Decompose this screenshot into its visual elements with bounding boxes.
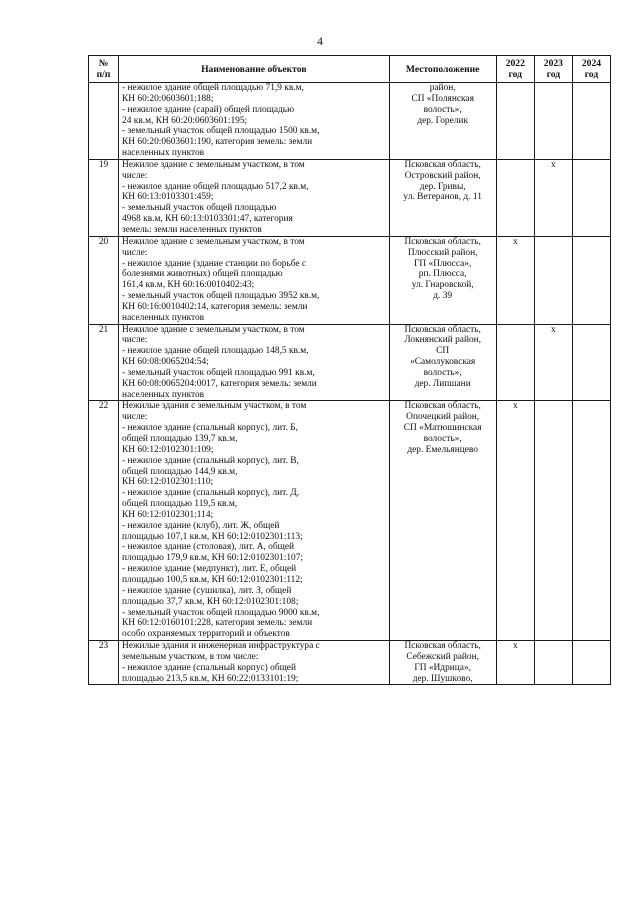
location-line: Псковская область, [404, 401, 481, 412]
description-line: - земельный участок общей площадью 9000 кв.м, [122, 607, 320, 618]
header-year-2022 [496, 56, 534, 83]
year-mark [572, 641, 610, 685]
year-mark: х [534, 159, 572, 236]
description-line: - нежилое здание общей площадью 517,2 кв.м, [122, 181, 309, 192]
location-line: волость», [423, 104, 462, 115]
description-line: Нежилое здание с земельным участком, в том [122, 324, 305, 335]
description-line: Нежилое здание с земельным участком, в том [122, 236, 305, 247]
location-line: СП [436, 346, 450, 357]
location-line: Плюсский район, [407, 247, 478, 258]
table-header-row [89, 56, 611, 83]
header-year-2024 [572, 56, 610, 83]
row-number: 19 [89, 159, 119, 236]
header-year-unit: год [508, 69, 523, 80]
year-mark: х [534, 324, 572, 401]
description-line: КН 60:08:0065204:0017, категория земель: земли [122, 378, 317, 389]
year-mark [496, 83, 534, 160]
year-mark [496, 159, 534, 236]
objects-table [88, 55, 611, 685]
description-line: 24 кв.м, КН 60:20:0603601:195; [122, 115, 248, 126]
row-number: 21 [89, 324, 119, 401]
description-line: - нежилое здание (сушилка), лит. З, общей [122, 585, 292, 596]
description-line: - нежилое здание (клуб), лит. Ж, общей [122, 520, 280, 531]
location-line: Псковская область, [404, 236, 481, 247]
location-line: СП «Полянская [411, 93, 474, 104]
page-number: 4 [317, 34, 323, 48]
year-mark [534, 236, 572, 324]
description-line: числе: [122, 335, 148, 346]
table-row [89, 159, 611, 236]
description-line: КН 60:12:0102301:110; [122, 477, 214, 488]
header-number-line: № [98, 58, 109, 69]
object-description [119, 236, 390, 324]
location-line: дер. Емельянцево [407, 444, 478, 455]
header-year-value: 2024 [581, 58, 602, 69]
description-line: КН 60:12:0160101:228, категория земель: земли [122, 618, 313, 629]
description-line: числе: [122, 247, 148, 258]
description-line: Нежилое здание с земельным участком, в том [122, 159, 305, 170]
description-line: площадью 213,5 кв.м, КН 60:22:0133101:19; [122, 673, 299, 684]
description-line: - нежилое здание (спальный корпус), лит. В, [122, 455, 299, 466]
year-mark [496, 324, 534, 401]
description-line: населенных пунктов [122, 148, 205, 159]
description-line: КН 60:12:0102301:114; [122, 509, 214, 520]
description-line: числе: [122, 412, 148, 423]
header-year-unit: год [546, 69, 561, 80]
row-number [89, 83, 119, 160]
location-line: дер. Липшани [414, 378, 471, 389]
header-location: Местоположение [389, 56, 496, 83]
table-row [89, 236, 611, 324]
header-number [89, 56, 119, 83]
header-year-value: 2023 [543, 58, 563, 69]
location-line: дер. Шушково, [412, 673, 473, 684]
year-mark [572, 324, 610, 401]
description-line: - нежилое здание (спальный корпус), лит. Д, [122, 488, 299, 499]
object-location [389, 83, 496, 160]
object-location [389, 324, 496, 401]
description-line: земель: земли населенных пунктов [122, 224, 262, 235]
location-line: Псковская область, [404, 159, 481, 170]
year-mark [572, 159, 610, 236]
location-line: район, [429, 83, 456, 93]
location-line: ул. Ветеранов, д. 11 [403, 192, 482, 203]
description-line: Нежилые здания с земельным участком, в том [122, 401, 307, 412]
description-line: - нежилое здание (медпункт), лит. Е, общей [122, 564, 297, 575]
description-line: КН 60:12:0102301:109; [122, 444, 214, 455]
description-line: общей площадью 119,5 кв.м, [122, 499, 238, 510]
description-line: населенных пунктов [122, 312, 205, 323]
description-line: особо охраняемых территорий и объектов [122, 629, 290, 640]
year-mark: х [496, 236, 534, 324]
object-location [389, 641, 496, 685]
object-description [119, 83, 390, 160]
year-mark [534, 83, 572, 160]
description-line: - земельный участок общей площадью 3952 кв.м, [122, 291, 320, 302]
object-location [389, 159, 496, 236]
description-line: общей площадью 139,7 кв.м, [122, 434, 238, 444]
row-number: 22 [89, 401, 119, 641]
location-line: «Самолуковская [410, 357, 476, 368]
location-line: ГП «Идрица», [414, 662, 471, 673]
table-row [89, 401, 611, 641]
header-year-2023 [534, 56, 572, 83]
description-line: площадью 179,9 кв.м, КН 60:12:0102301:107; [122, 553, 303, 564]
location-line: ГП «Плюсса», [414, 258, 472, 269]
description-line: КН 60:20:0603601:188; [122, 93, 214, 104]
description-line: населенных пунктов [122, 389, 205, 400]
object-description [119, 401, 390, 641]
description-line: - нежилое здание (здание станции по борьбе с [122, 258, 307, 269]
description-line: - нежилое здание (спальный корпус), лит. Б, [122, 423, 298, 434]
location-line: ул. Гнаровской, [411, 280, 474, 291]
object-location [389, 401, 496, 641]
description-line: - нежилое здание (сарай) общей площадью [122, 104, 295, 115]
row-number: 20 [89, 236, 119, 324]
description-line: КН 60:16:0010402:14, категория земель: земли [122, 301, 308, 312]
location-line: Локнянский район, [404, 335, 482, 346]
description-line: Нежилые здания и инженерная инфраструктура с [122, 641, 320, 652]
object-description [119, 324, 390, 401]
description-line: 4968 кв.м, КН 60:13:0103301:47, категория [122, 214, 293, 225]
description-line: - нежилое здание (столовая), лит. А, общей [122, 542, 295, 553]
location-line: волость», [423, 434, 462, 444]
location-line: Себежский район, [406, 651, 479, 662]
description-line: КН 60:13:0103301:459; [122, 192, 214, 203]
table-row [89, 641, 611, 685]
year-mark [572, 401, 610, 641]
header-number-line: п/п [96, 69, 111, 80]
location-line: дер. Гривы, [419, 181, 466, 192]
description-line: КН 60:20:0603601:190, категория земель: земли [122, 137, 313, 148]
location-line: СП «Матюшинская [403, 423, 482, 434]
description-line: 161,4 кв.м, КН 60:16:0010402:43; [122, 280, 255, 291]
location-line: волость», [423, 367, 462, 378]
row-number: 23 [89, 641, 119, 685]
location-line: Псковская область, [404, 641, 481, 652]
description-line: общей площадью 144,9 кв.м, [122, 466, 238, 477]
description-line: площадью 107,1 кв.м, КН 60:12:0102301:113; [122, 531, 303, 542]
description-line: площадью 100,5 кв.м, КН 60:12:0102301:112; [122, 574, 303, 585]
description-line: - земельный участок общей площадью 991 кв.м, [122, 367, 315, 378]
description-line: земельным участком, в том числе: [122, 651, 259, 662]
description-line: - нежилое здание общей площадью 148,5 кв.м, [122, 346, 309, 357]
description-line: - нежилое здание (спальный корпус) общей [122, 662, 296, 673]
description-line: болезнями животных) общей площадью [122, 269, 283, 280]
header-name: Наименование объектов [119, 56, 390, 83]
year-mark [534, 401, 572, 641]
location-line: дер. Горелик [417, 115, 468, 126]
table-row [89, 324, 611, 401]
year-mark [572, 83, 610, 160]
table-body [89, 83, 611, 685]
location-line: Псковская область, [404, 324, 481, 335]
object-description [119, 159, 390, 236]
description-line: - земельный участок общей площадью 1500 кв.м, [122, 126, 320, 137]
description-line: площадью 37,7 кв.м, КН 60:12:0102301:108; [122, 596, 299, 607]
object-location [389, 236, 496, 324]
location-line: Опочецкий район, [406, 412, 480, 423]
location-line: Островский район, [404, 170, 481, 181]
year-mark [534, 641, 572, 685]
header-year-value: 2022 [505, 58, 525, 69]
location-line: рп. Плюсса, [418, 269, 467, 280]
description-line: числе: [122, 170, 148, 181]
year-mark: х [496, 641, 534, 685]
description-line: - нежилое здание общей площадью 71,9 кв.м, [122, 83, 304, 93]
description-line: - земельный участок общей площадью [122, 203, 277, 214]
year-mark: х [496, 401, 534, 641]
table-row [89, 83, 611, 160]
description-line: КН 60:08:0065204:54; [122, 357, 209, 368]
location-line: д. 39 [433, 291, 453, 302]
header-year-unit: год [584, 69, 599, 80]
object-description [119, 641, 390, 685]
year-mark [572, 236, 610, 324]
